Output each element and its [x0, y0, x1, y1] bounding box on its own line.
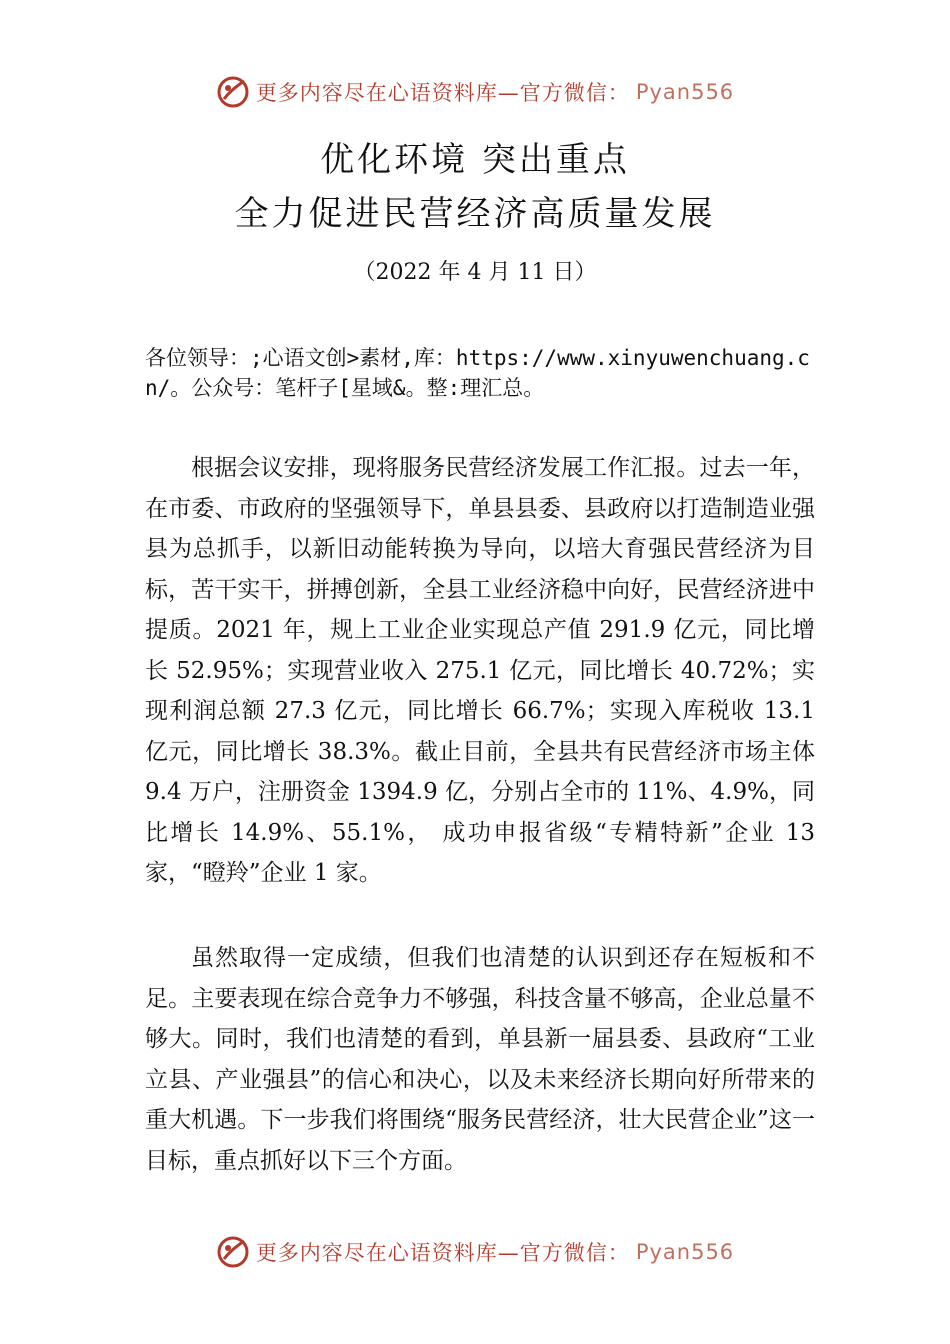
paragraph-1: 根据会议安排，现将服务民营经济发展工作汇报。过去一年，在市委、市政府的坚强领导下，单县县委、县政府以打造制造业强县为总抓手，以新旧动能转换为导向，以培大育强民营经济为目标，苦干实干，拼搏创新，全县工业经济稳中向好，民营经济进中提质。2021 年，规上工业企业实现总产值 291.9 亿元，同比增长 52.95%；实现营业收入 275.1 亿元，同比增长 40.72%；实现利润总额 27.3 亿元，同比增长 66.7%；实现入库税收 13.1 亿元，同比增长 38.3%。截止目前，全县共有民营经济市场主体 9.4 万户，注册资金 1394.9 亿，分别占全市的 11%、4.9%，同比增长 14.9%、55.1%， 成功申报省级“专精特新”企业 13 家，“瞪羚”企业 1 家。 — [145, 455, 815, 886]
footer-watermark-banner — [0, 1232, 950, 1272]
document-date: （2022 年 4 月 11 日） — [353, 260, 597, 285]
header-watermark-banner — [0, 72, 950, 112]
paragraph-2: 虽然取得一定成绩，但我们也清楚的认识到还存在短板和不足。主要表现在综合竞争力不够强，科技含量不够高，企业总量不够大。同时，我们也清楚的看到，单县新一届县委、县政府“工业立县、产业强县”的信心和决心，以及未来经济长期向好所带来的重大机遇。下一步我们将围绕“服务民营经济，壮大民营企业”这一目标，重点抓好以下三个方面。 — [145, 945, 815, 1174]
salutation: 各位领导：;心语文创>素材,库：https://www.xinyuwenchuang.cn/。公众号：笔杆子[星域&。整:理汇总。 — [145, 346, 810, 400]
watermark-text: 更多内容尽在心语资料库—官方微信： — [255, 81, 630, 105]
watermark-text: 更多内容尽在心语资料库—官方微信： — [255, 1241, 630, 1265]
document-title-line-2: 全力促进民营经济高质量发展 — [234, 194, 716, 234]
ink-brush-logo-icon — [216, 75, 250, 109]
ink-brush-logo-icon — [216, 1235, 250, 1269]
watermark-wechat-id: Pyan556 — [635, 80, 735, 104]
watermark-wechat-id: Pyan556 — [635, 1240, 735, 1264]
document-title-line-1: 优化环境 突出重点 — [320, 140, 630, 180]
